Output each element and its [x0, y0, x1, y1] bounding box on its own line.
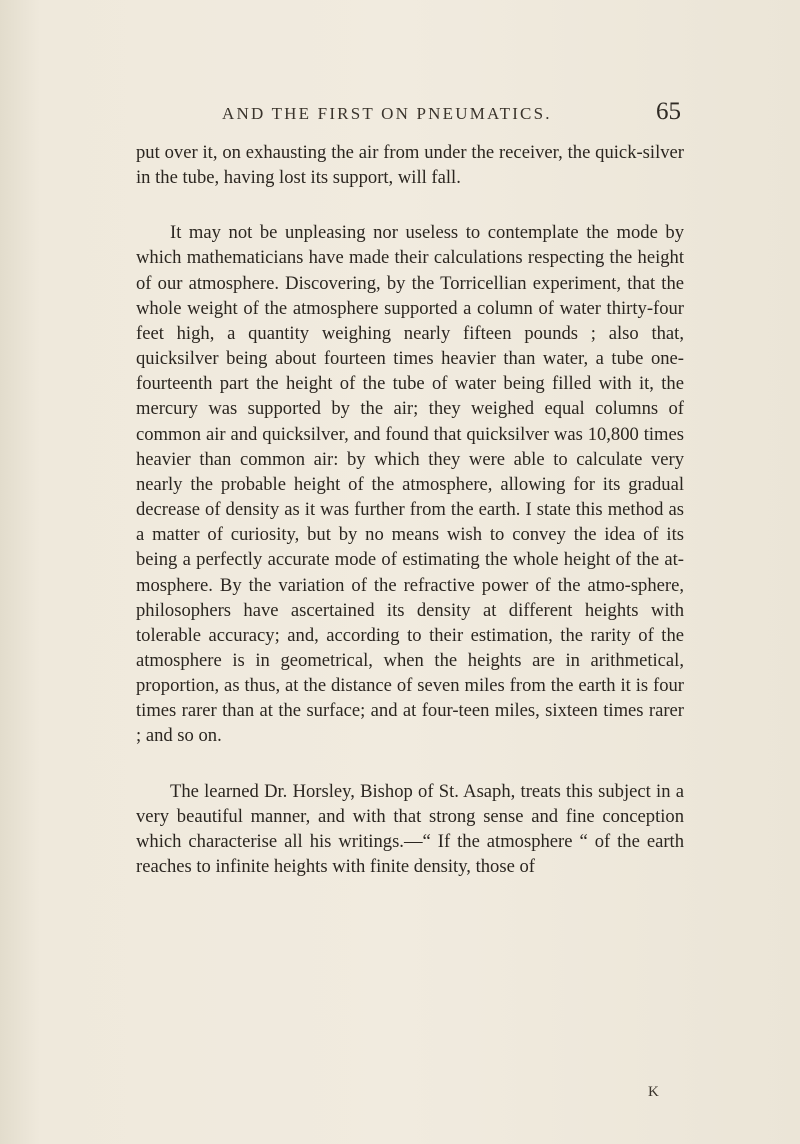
paragraph-atmosphere-height: It may not be unpleasing nor useless to contemplate the mode by which mathematicians have made their calculations respecting the height of our atmosphere. Discovering, by the Torricellian experiment, that the whole weight of the atmosphere supported a column of water thirty-four feet high, a quantity weighing nearly fifteen pounds ; also that, quicksilver being about fourteen times heavier than water, a tube one-fourteenth part the height of the tube of water being filled with it, the mercury was supported by the air; they weighed equal columns of common air and quicksilver, and found that quicksilver was 10,800 times heavier than common air: by which they were able to calculate very nearly the probable height of the atmosphere, allowing for its gradual decrease of density as it was further from the earth. I state this method as a matter of curiosity, but by no means wish to convey the idea of its being a perfectly accurate mode of estimating the whole height of the at-mosphere. By the variation of the refractive power of the atmo-sphere, philosophers have ascertained its density at different heights with tolerable accuracy; and, according to their estimation, the rarity of the atmosphere is in geometrical, when the heights are in arithmetical, proportion, as thus, at the distance of seven miles from the earth it is four times rarer than at the surface; and at four-teen miles, sixteen times rarer ; and so on.	[136, 222, 684, 747]
signature-mark: K	[648, 1084, 659, 1100]
page-header	[0, 98, 800, 134]
page-number: 65	[656, 98, 681, 125]
paragraph-continuation: put over it, on exhausting the air from under the receiver, the quick-silver in the tube, having lost its support, will fall.	[136, 142, 684, 189]
page-body	[136, 140, 684, 879]
paragraph-horsley: The learned Dr. Horsley, Bishop of St. Asaph, treats this subject in a very beautiful manner, and with that strong sense and fine conception which characterise all his writings.—“ If the atmosphere “ of the earth reaches to infinite heights with finite density, those of	[136, 780, 684, 878]
running-head: AND THE FIRST ON PNEUMATICS.	[222, 104, 552, 123]
